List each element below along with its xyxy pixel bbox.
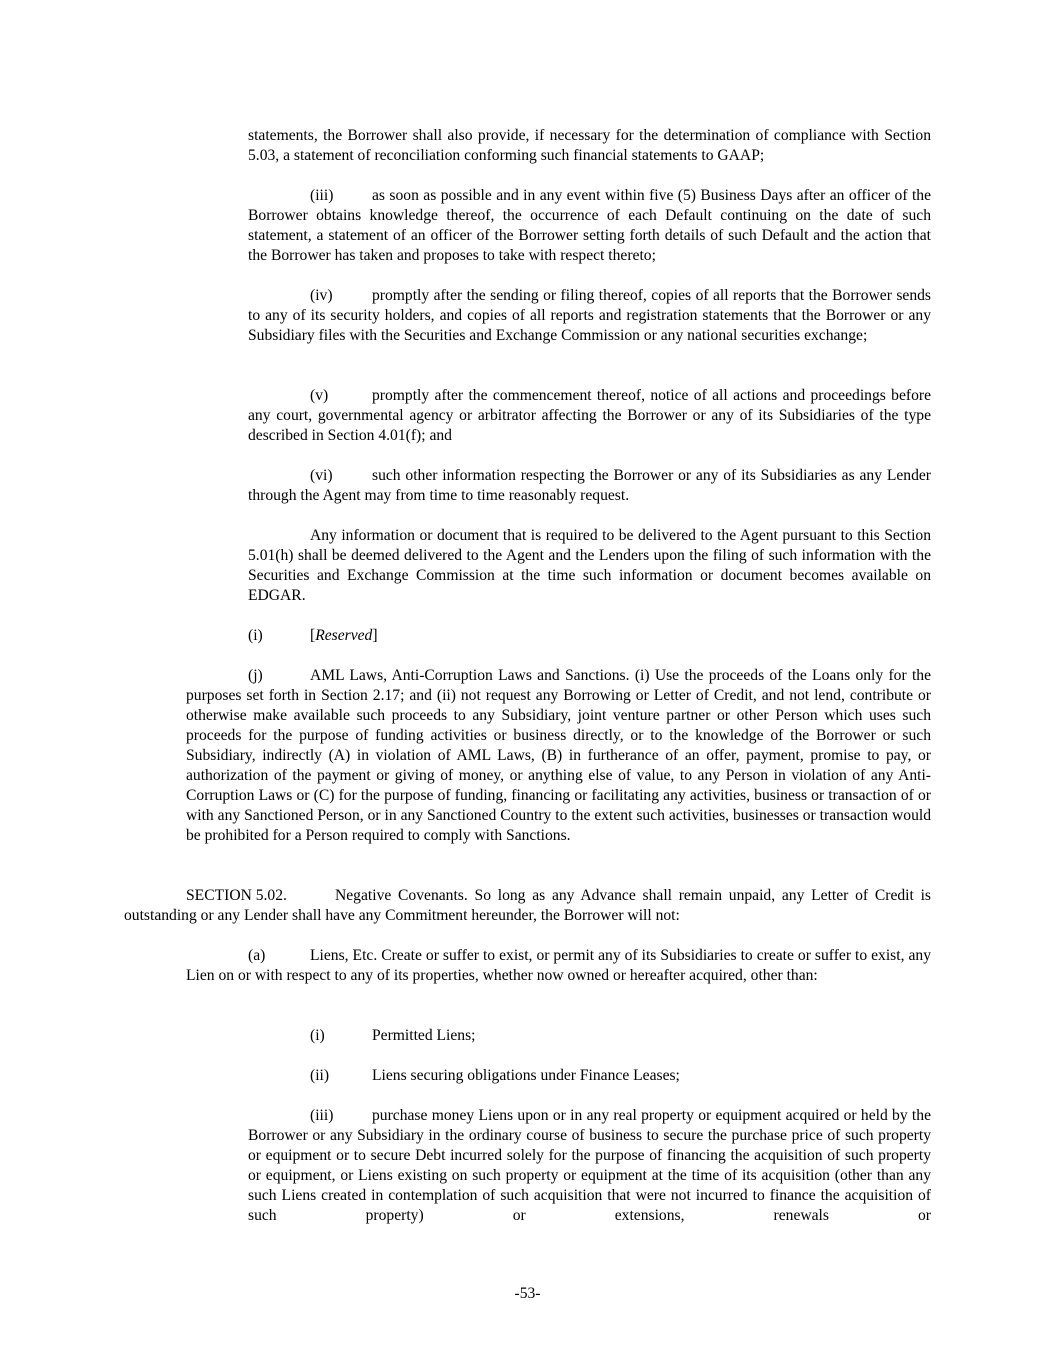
paragraph-subitem-i — [310, 1026, 476, 1046]
item-text: as soon as possible and in any event within five (5) Business Days after an officer of the Borrower obtains knowledge thereof, the occurrence of each Default continuing on the date of such statement, a statement of an officer of the Borrower setting forth details of such Default and the action that the Borrower has taken and proposes to take with respect thereto; — [248, 187, 931, 264]
paragraph-edgar-delivery — [248, 526, 931, 606]
paragraph-item-vi — [248, 466, 931, 506]
item-text: such other information respecting the Borrower or any of its Subsidiaries as any Lender through the Agent may from time to time reasonably request. — [248, 467, 931, 504]
item-text: promptly after the commencement thereof, notice of all actions and proceedings before any court, governmental agency or arbitrator affecting the Borrower or any of its Subsidiaries of the type described in Section 4.01(f); and — [248, 387, 931, 444]
item-label: (vi) — [310, 467, 333, 484]
item-text: purchase money Liens upon or in any real property or equipment acquired or held by the Borrower or any Subsidiary in the ordinary course of business to secure the purchase price of such property or equipment or to secure Debt incurred solely for the purpose of financing the acquisition of such property or equipment, or Liens existing on such property or equipment at the time of its acquisition (other than any such Liens created in contemplation of such acquisition that were not incurred to finance the acquisition of such property) or extensions, renewals or — [248, 1107, 931, 1224]
section-text: Negative Covenants. So long as any Advance shall remain unpaid, any Letter of Credit is outstanding or any Lender shall have any Commitment hereunder, the Borrower will not: — [124, 887, 931, 924]
item-label: (i) — [310, 1027, 325, 1044]
item-text: Liens, Etc. Create or suffer to exist, or permit any of its Subsidiaries to create or suffer to exist, any Lien on or with respect to any of its properties, whether now owned or hereafter acquired, other than: — [186, 947, 931, 984]
item-label: (iii) — [310, 1107, 334, 1124]
item-label: (v) — [310, 387, 329, 404]
paragraph-subitem-ii — [310, 1066, 680, 1086]
paragraph-item-i-reserved: (i) [Reserved] — [248, 627, 378, 644]
paragraph-text: Any information or document that is required to be delivered to the Agent pursuant to this Section 5.01(h) shall be deemed delivered to the Agent and the Lenders upon the filing of such information with the Securities and Exchange Commission at the time such information or document becomes available on EDGAR. — [248, 527, 931, 604]
item-text: AML Laws, Anti-Corruption Laws and Sanctions. (i) Use the proceeds of the Loans only for the purposes set forth in Section 2.17; and (ii) not request any Borrowing or Letter of Credit, and not lend, contribute or otherwise make available such proceeds to any Subsidiary, joint venture partner or other Person which uses such proceeds for the purpose of funding activities or business directly, or to the knowledge of the Borrower or such Subsidiary, indirectly (A) in violation of AML Laws, (B) in furtherance of an offer, payment, promise to pay, or authorization of the payment or giving of money, or anything else of value, to any Person in violation of any Anti-Corruption Laws or (C) for the purpose of funding, financing or facilitating any activities, business or transaction of or with any Sanctioned Person, or in any Sanctioned Country to the extent such activities, businesses or transaction would be prohibited for a Person required to comply with Sanctions. — [186, 667, 931, 844]
item-label: (i) — [248, 627, 263, 644]
paragraph-statements-continued: statements, the Borrower shall also provide, if necessary for the determination of compliance with Section 5.03, a statement of reconciliation conforming such financial statements to GAAP; — [248, 127, 931, 164]
section-label: SECTION 5.02. — [186, 887, 287, 904]
paragraph-item-j-aml — [186, 666, 931, 846]
item-text: promptly after the sending or filing thereof, copies of all reports that the Borrower sends to any of its security holders, and copies of all reports and registration statements that the Borrower or any Subsidiary files with the Securities and Exchange Commission or any national securities exchange; — [248, 287, 931, 344]
paragraph-item-iv — [248, 286, 931, 346]
paragraph-item-v — [248, 386, 931, 446]
item-label: (a) — [248, 947, 266, 964]
item-label: (j) — [248, 667, 263, 684]
item-text: Permitted Liens; — [372, 1027, 476, 1044]
item-label: (iii) — [310, 187, 334, 204]
item-label: (iv) — [310, 287, 333, 304]
item-label: (ii) — [310, 1067, 330, 1084]
paragraph-item-a-liens — [186, 946, 931, 986]
paragraph-section-5-02 — [124, 886, 931, 926]
item-text: Liens securing obligations under Finance Leases; — [372, 1067, 680, 1084]
reserved-text: Reserved — [315, 627, 373, 644]
paragraph-subitem-iii — [248, 1106, 931, 1226]
page-number: -53- — [514, 1285, 541, 1302]
paragraph-item-iii — [248, 186, 931, 266]
